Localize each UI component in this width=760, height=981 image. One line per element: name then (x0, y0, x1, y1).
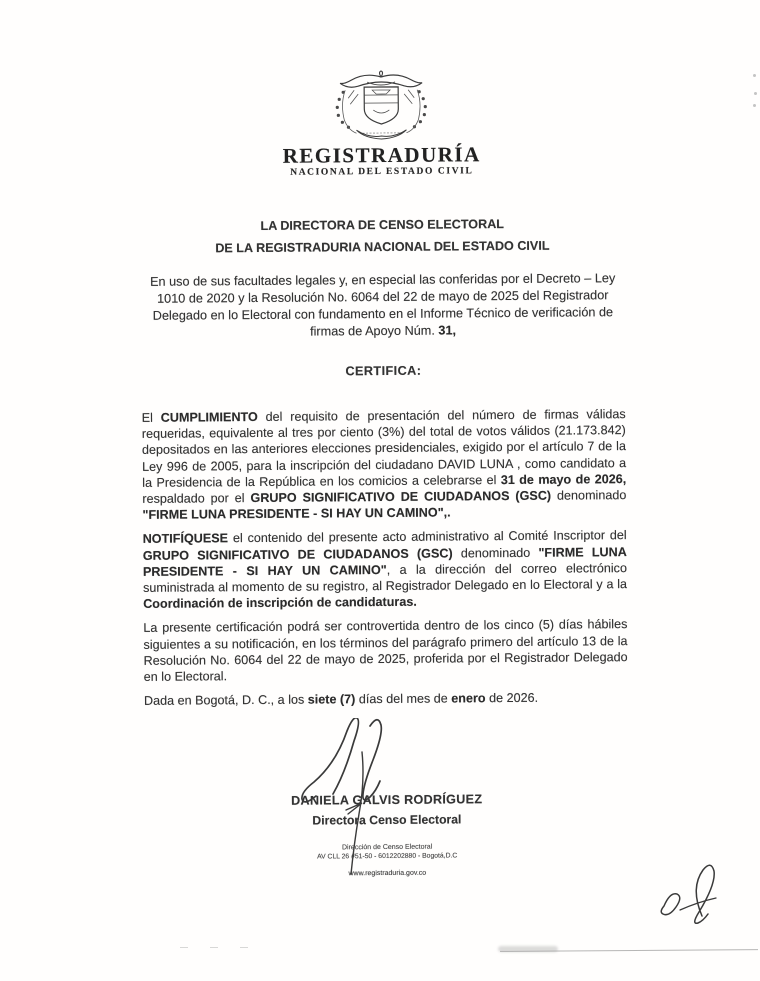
logo-subtitle: NACIONAL DEL ESTADO CIVIL (290, 166, 474, 178)
registraduria-logo (139, 68, 624, 180)
signature-ink-icon (300, 718, 432, 883)
signer-name: DANIELA GALVIS RODRÍGUEZ (291, 792, 483, 809)
issued-date-line: Dada en Bogotá, D. C., a los siete (7) días del mes de enero de 2026. (143, 691, 539, 709)
logo-wordmark: REGISTRADURÍA (282, 142, 481, 168)
signer-title: Directora Censo Electoral (312, 812, 462, 829)
document-heading (140, 212, 624, 260)
certifies-label: CERTIFICA: (345, 363, 422, 379)
heading-line-2: DE LA REGISTRADURIA NACIONAL DEL ESTADO CIVIL (215, 238, 550, 256)
scan-dot-artifact (754, 92, 757, 95)
scan-dot-artifact (753, 74, 756, 77)
scan-dot-artifact (753, 104, 756, 107)
appeal-terms-paragraph: La presente certificación podrá ser controvertida dentro de los cinco (5) días hábiles siguientes a su notificación, en los términos del parágrafo primero del artículo 13 de la Resolución No. 6064 del 22 de mayo de 2025, proferida por el Registrador Delegado en lo Electoral. (143, 617, 628, 684)
coat-of-arms-icon (320, 70, 443, 143)
notification-paragraph: NOTIFÍQUESE el contenido del presente acto administrativo al Comité Inscriptor del GRUPO SIGNIFICATIVO DE CIUDADANOS (GSC) denominado "FIRME LUNA PRESIDENTE - SI HAY UN CAMINO", a la dirección del correo electrónico suministrada al momento de su registro, al Registrador Delegado en lo Electoral y a la Coordinación de inscripción de candidaturas. (142, 528, 628, 612)
handwritten-initials-icon (650, 858, 740, 933)
certification-paragraph: El CUMPLIMIENTO del requisito de presentación del número de firmas válidas requeridas, equivalente al tres por ciento (3%) del total de votos válidos (21.173.842) depositados en las anteriores elecciones presidenciales, exigido por el artículo 7 de la Ley 996 de 2005, para la inscripción del ciudadano DAVID LUNA , como candidato a la Presidencia de la República en los comicios a celebrarse el 31 de mayo de 2026, respaldado por el GRUPO SIGNIFICATIVO DE CIUDADANOS (GSC) denominado "FIRME LUNA PRESIDENTE - SI HAY UN CAMINO",. (141, 407, 627, 523)
scan-faint-marks (180, 947, 300, 951)
footer-website: www.registraduria.gov.co (348, 870, 427, 878)
heading-line-1: LA DIRECTORA DE CENSO ELECTORAL (260, 217, 505, 233)
scan-smudge (498, 946, 558, 952)
legal-basis-paragraph: En uso de sus facultades legales y, en especial las conferidas por el Decreto – Ley 1010 de 2020 y la Resolución No. 6064 del 22 de mayo de 2025 del Registrador Delegado en lo Electoral con fundamento en el Informe Técnico de verificación de firmas de Apoyo Núm. 31, (149, 271, 616, 339)
footer-address-line: AV CLL 26 #51-50 - 6012202880 - Bogotá,D.C (317, 852, 458, 861)
footer-office-line: Dirección de Censo Electoral (341, 844, 433, 852)
